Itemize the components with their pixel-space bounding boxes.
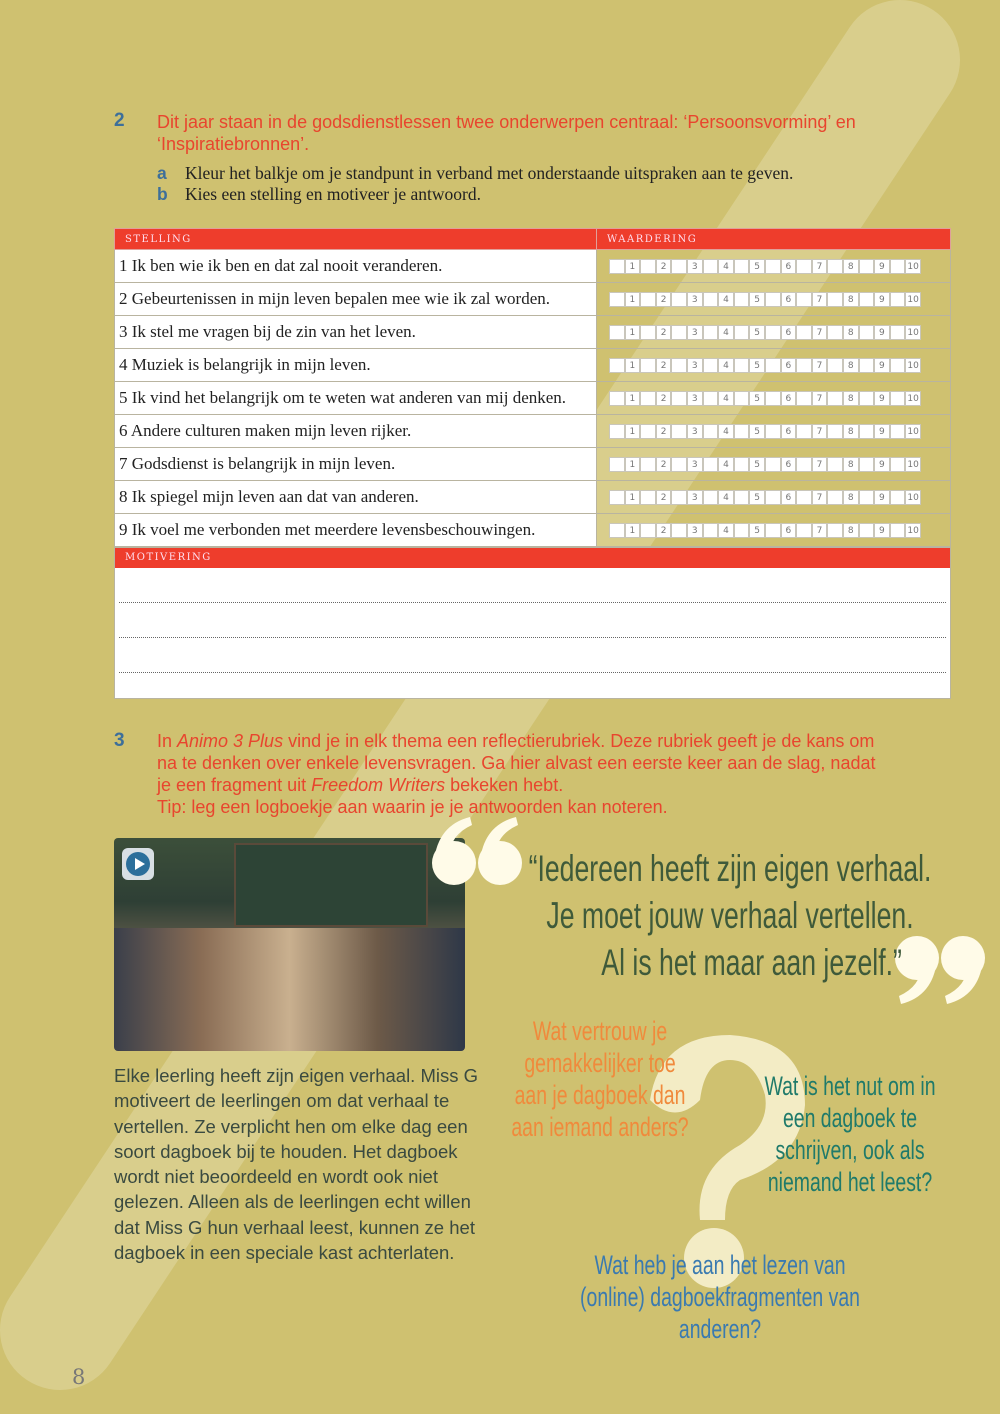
rating-cell[interactable]: 6: [781, 259, 797, 274]
rating-cell[interactable]: 3: [687, 457, 703, 472]
rating-cell[interactable]: [703, 259, 719, 274]
stelling-text: Ik ben wie ik ben en dat zal nooit veranderen.: [131, 256, 443, 275]
rating-cell[interactable]: 1: [625, 457, 641, 472]
rating-cell[interactable]: [609, 358, 625, 373]
rating-cell[interactable]: 7: [812, 523, 828, 538]
rating-cell[interactable]: [703, 325, 719, 340]
stelling-cell: [115, 316, 597, 349]
video-thumbnail[interactable]: [114, 838, 465, 1051]
rating-cell[interactable]: 6: [781, 490, 797, 505]
rating-cell[interactable]: [796, 325, 812, 340]
waardering-cell: [597, 448, 951, 481]
quote: [514, 845, 946, 986]
rating-cell[interactable]: [734, 424, 750, 439]
reflection-question: [510, 1015, 690, 1143]
rating-cell[interactable]: [640, 424, 656, 439]
rating-cell[interactable]: [640, 490, 656, 505]
question-number: 3: [114, 730, 125, 751]
students: [114, 928, 465, 1051]
stelling-cell: [115, 514, 597, 547]
answer-line[interactable]: [119, 638, 946, 673]
rating-cell[interactable]: 2: [656, 490, 672, 505]
rating-cell[interactable]: 8: [843, 292, 859, 307]
rating-cell[interactable]: [827, 523, 843, 538]
book-title: Animo 3 Plus: [177, 731, 284, 751]
waardering-cell: [597, 316, 951, 349]
rating-cell[interactable]: [796, 490, 812, 505]
rating-cell[interactable]: 1: [625, 292, 641, 307]
rating-cell[interactable]: [859, 259, 875, 274]
rating-cell[interactable]: 6: [781, 424, 797, 439]
stelling-text: Ik vind het belangrijk om te weten wat anderen van mij denken.: [131, 388, 567, 407]
rating-cell[interactable]: [671, 292, 687, 307]
rating-cell[interactable]: [671, 424, 687, 439]
rating-cell[interactable]: 10: [905, 391, 921, 406]
rating-cell[interactable]: [890, 490, 906, 505]
rating-cell[interactable]: [734, 457, 750, 472]
rating-cell[interactable]: 9: [874, 457, 890, 472]
quote-line: Je moet jouw verhaal vertellen.: [546, 895, 914, 936]
rating-cell[interactable]: 9: [874, 391, 890, 406]
rating-cell[interactable]: [609, 259, 625, 274]
film-description: Elke leerling heeft zijn eigen verhaal. Miss G motiveert de leerlingen om dat verhaal te vertellen. Ze verplicht hen om elke dag een soort dagboek bij te houden. Het dagboek wordt niet beoordeeld en wordt ook niet gelezen. Alleen als de leerlingen echt willen dat Miss G hun verhaal leest, kunnen ze het dagboek in een speciale kast achterlaten.: [114, 1065, 479, 1264]
sub-letter: b: [157, 184, 168, 204]
rating-cell[interactable]: 5: [749, 490, 765, 505]
stelling-table: [114, 228, 951, 547]
text: bekeken hebt.: [445, 775, 564, 795]
rating-cell[interactable]: [765, 292, 781, 307]
rating-cell[interactable]: 8: [843, 259, 859, 274]
rating-cell[interactable]: [827, 292, 843, 307]
rating-cell[interactable]: 3: [687, 391, 703, 406]
question-text: Wat vertrouw je gemakkelijker toe aan je dagboek dan aan iemand anders?: [511, 1016, 689, 1142]
rating-cell[interactable]: 4: [718, 358, 734, 373]
rating-cell[interactable]: 6: [781, 292, 797, 307]
row-number: 1: [119, 256, 128, 275]
waardering-cell: [597, 415, 951, 448]
rating-cell[interactable]: 7: [812, 457, 828, 472]
question-number: 2: [114, 110, 125, 131]
rating-bar[interactable]: [609, 457, 950, 472]
rating-cell[interactable]: 3: [687, 358, 703, 373]
rating-cell[interactable]: [890, 424, 906, 439]
rating-cell[interactable]: [671, 358, 687, 373]
rating-cell[interactable]: 10: [905, 292, 921, 307]
sub-text: Kleur het balkje om je standpunt in verband met onderstaande uitspraken aan te geven.: [185, 163, 794, 183]
rating-cell[interactable]: [703, 292, 719, 307]
subquestion: [157, 184, 793, 205]
rating-cell[interactable]: [640, 457, 656, 472]
rating-cell[interactable]: 10: [905, 424, 921, 439]
rating-cell[interactable]: [765, 391, 781, 406]
rating-cell[interactable]: [703, 523, 719, 538]
rating-cell[interactable]: 5: [749, 292, 765, 307]
question-line: ‘Inspiratiebronnen’.: [157, 134, 310, 154]
open-quote-icon: [430, 815, 525, 890]
rating-cell[interactable]: [640, 325, 656, 340]
rating-cell[interactable]: 1: [625, 325, 641, 340]
table-row: [115, 283, 951, 316]
stelling-text: Ik stel me vragen bij de zin van het leven.: [131, 322, 416, 341]
quote-line: Al is het maar aan jezelf.”: [601, 942, 902, 983]
rating-cell[interactable]: 6: [781, 523, 797, 538]
table-row: [115, 448, 951, 481]
table-row: [115, 250, 951, 283]
rating-bar[interactable]: [609, 424, 950, 439]
table-row: [115, 514, 951, 547]
rating-bar[interactable]: [609, 523, 950, 538]
rating-cell[interactable]: 3: [687, 292, 703, 307]
col-stelling: STELLING: [115, 229, 597, 250]
text: In: [157, 731, 178, 751]
rating-cell[interactable]: 7: [812, 424, 828, 439]
rating-cell[interactable]: 10: [905, 358, 921, 373]
rating-bar[interactable]: [609, 325, 950, 340]
stelling-cell: [115, 349, 597, 382]
rating-cell[interactable]: [890, 259, 906, 274]
rating-cell[interactable]: 4: [718, 490, 734, 505]
rating-cell[interactable]: [890, 457, 906, 472]
rating-cell[interactable]: [859, 424, 875, 439]
rating-cell[interactable]: 8: [843, 325, 859, 340]
rating-bar[interactable]: [609, 391, 950, 406]
rating-cell[interactable]: 3: [687, 523, 703, 538]
stelling-text: Godsdienst is belangrijk in mijn leven.: [131, 454, 396, 473]
rating-cell[interactable]: [890, 358, 906, 373]
rating-cell[interactable]: 1: [625, 391, 641, 406]
rating-cell[interactable]: [765, 259, 781, 274]
rating-cell[interactable]: 1: [625, 259, 641, 274]
rating-cell[interactable]: [859, 457, 875, 472]
table-row: [115, 349, 951, 382]
rating-cell[interactable]: [609, 292, 625, 307]
rating-cell[interactable]: [765, 523, 781, 538]
rating-cell[interactable]: 5: [749, 391, 765, 406]
rating-cell[interactable]: 7: [812, 292, 828, 307]
rating-cell[interactable]: [640, 292, 656, 307]
rating-bar[interactable]: [609, 358, 950, 373]
rating-cell[interactable]: [734, 325, 750, 340]
rating-cell[interactable]: [796, 292, 812, 307]
row-number: 4: [119, 355, 128, 374]
play-icon[interactable]: [122, 848, 154, 880]
table-row: [115, 316, 951, 349]
rating-cell[interactable]: [671, 523, 687, 538]
rating-cell[interactable]: 9: [874, 424, 890, 439]
rating-cell[interactable]: 4: [718, 292, 734, 307]
rating-cell[interactable]: 2: [656, 325, 672, 340]
rating-cell[interactable]: [765, 358, 781, 373]
stelling-cell: [115, 415, 597, 448]
question-text: [157, 111, 957, 155]
rating-cell[interactable]: 4: [718, 325, 734, 340]
answer-line[interactable]: [119, 568, 946, 603]
rating-cell[interactable]: [703, 358, 719, 373]
rating-cell[interactable]: 8: [843, 358, 859, 373]
text: vind je in elk thema een reflectierubriek. Deze rubriek geeft je de kans om na te denken over enkele levensvragen. Ga hier alvast een eerste keer aan de slag, nadat je een fragment uit: [157, 731, 876, 795]
rating-cell[interactable]: 5: [749, 424, 765, 439]
rating-cell[interactable]: 9: [874, 292, 890, 307]
rating-cell[interactable]: [827, 325, 843, 340]
table-block: [114, 228, 951, 699]
rating-cell[interactable]: [796, 259, 812, 274]
rating-cell[interactable]: [827, 457, 843, 472]
row-number: 8: [119, 487, 128, 506]
row-number: 7: [119, 454, 128, 473]
rating-cell[interactable]: [609, 490, 625, 505]
rating-cell[interactable]: 3: [687, 325, 703, 340]
rating-cell[interactable]: 10: [905, 325, 921, 340]
stelling-text: Gebeurtenissen in mijn leven bepalen mee wie ik zal worden.: [131, 289, 550, 308]
rating-cell[interactable]: 1: [625, 490, 641, 505]
motivering-header: MOTIVERING: [115, 548, 950, 568]
stelling-cell: [115, 448, 597, 481]
rating-cell[interactable]: 6: [781, 457, 797, 472]
rating-cell[interactable]: [609, 523, 625, 538]
rating-cell[interactable]: 6: [781, 358, 797, 373]
rating-cell[interactable]: 4: [718, 259, 734, 274]
rating-cell[interactable]: 2: [656, 358, 672, 373]
stelling-text: Ik spiegel mijn leven aan dat van anderen.: [131, 487, 419, 506]
rating-cell[interactable]: [703, 457, 719, 472]
rating-cell[interactable]: 6: [781, 325, 797, 340]
rating-bar[interactable]: [609, 292, 950, 307]
stelling-cell: [115, 250, 597, 283]
rating-cell[interactable]: 5: [749, 523, 765, 538]
rating-cell[interactable]: 4: [718, 424, 734, 439]
rating-cell[interactable]: 3: [687, 490, 703, 505]
rating-cell[interactable]: 8: [843, 490, 859, 505]
rating-cell[interactable]: [827, 259, 843, 274]
rating-cell[interactable]: [890, 325, 906, 340]
rating-cell[interactable]: 10: [905, 523, 921, 538]
tip: Tip: leg een logboekje aan waarin je je antwoorden kan noteren.: [157, 797, 668, 817]
quote-line: “Iedereen heeft zijn eigen verhaal.: [528, 848, 932, 889]
rating-cell[interactable]: 4: [718, 457, 734, 472]
rating-cell[interactable]: [609, 457, 625, 472]
subquestion: [157, 163, 793, 184]
rating-cell[interactable]: [827, 490, 843, 505]
rating-cell[interactable]: 10: [905, 490, 921, 505]
col-waardering: WAARDERING: [597, 229, 951, 250]
rating-cell[interactable]: 9: [874, 523, 890, 538]
rating-cell[interactable]: [827, 358, 843, 373]
rating-cell[interactable]: [671, 457, 687, 472]
reflection-question: [756, 1070, 943, 1198]
waardering-cell: [597, 349, 951, 382]
rating-bar[interactable]: [609, 259, 950, 274]
rating-cell[interactable]: 4: [718, 523, 734, 538]
rating-cell[interactable]: [640, 391, 656, 406]
rating-cell[interactable]: [796, 523, 812, 538]
subquestions: [157, 163, 793, 205]
rating-cell[interactable]: [859, 358, 875, 373]
rating-cell[interactable]: [890, 292, 906, 307]
rating-cell[interactable]: 9: [874, 325, 890, 340]
question-block: [157, 730, 887, 818]
rating-cell[interactable]: 10: [905, 457, 921, 472]
rating-cell[interactable]: 5: [749, 325, 765, 340]
rating-cell[interactable]: [640, 358, 656, 373]
rating-cell[interactable]: [859, 325, 875, 340]
rating-cell[interactable]: [796, 424, 812, 439]
row-number: 6: [119, 421, 128, 440]
page-number: 8: [72, 1365, 86, 1389]
rating-cell[interactable]: 9: [874, 490, 890, 505]
rating-cell[interactable]: [640, 259, 656, 274]
rating-cell[interactable]: [609, 325, 625, 340]
rating-cell[interactable]: [765, 424, 781, 439]
rating-cell[interactable]: [734, 358, 750, 373]
rating-cell[interactable]: 6: [781, 391, 797, 406]
rating-cell[interactable]: 9: [874, 358, 890, 373]
stelling-text: Ik voel me verbonden met meerdere levensbeschouwingen.: [131, 520, 536, 539]
rating-cell[interactable]: [890, 391, 906, 406]
rating-cell[interactable]: [827, 424, 843, 439]
rating-cell[interactable]: [703, 490, 719, 505]
row-number: 9: [119, 520, 128, 539]
question-text: Wat is het nut om in een dagboek te schrijven, ook als niemand het leest?: [764, 1071, 936, 1197]
question-line: Dit jaar staan in de godsdienstlessen twee onderwerpen centraal: ‘Persoonsvorming’ en: [157, 112, 856, 132]
row-number: 5: [119, 388, 128, 407]
rating-cell[interactable]: 4: [718, 391, 734, 406]
rating-cell[interactable]: [703, 424, 719, 439]
rating-cell[interactable]: 2: [656, 457, 672, 472]
rating-cell[interactable]: 1: [625, 424, 641, 439]
rating-cell[interactable]: 5: [749, 457, 765, 472]
rating-cell[interactable]: [765, 457, 781, 472]
film-block: [114, 838, 494, 1265]
rating-cell[interactable]: 8: [843, 457, 859, 472]
sub-letter: a: [157, 163, 167, 183]
question-text: [157, 730, 887, 796]
rating-cell[interactable]: [609, 424, 625, 439]
rating-cell[interactable]: [796, 358, 812, 373]
stelling-text: Muziek is belangrijk in mijn leven.: [131, 355, 371, 374]
rating-cell[interactable]: [859, 391, 875, 406]
rating-cell[interactable]: [640, 523, 656, 538]
rating-cell[interactable]: 7: [812, 325, 828, 340]
rating-cell[interactable]: 2: [656, 523, 672, 538]
rating-cell[interactable]: 2: [656, 292, 672, 307]
rating-cell[interactable]: [765, 490, 781, 505]
table-row: [115, 415, 951, 448]
rating-cell[interactable]: [765, 325, 781, 340]
rating-cell[interactable]: 2: [656, 259, 672, 274]
rating-cell[interactable]: [734, 391, 750, 406]
answer-line[interactable]: [119, 603, 946, 638]
stelling-cell: [115, 481, 597, 514]
rating-cell[interactable]: 2: [656, 391, 672, 406]
stelling-cell: [115, 283, 597, 316]
film-title: Freedom Writers: [311, 775, 446, 795]
rating-cell[interactable]: 8: [843, 391, 859, 406]
rating-cell[interactable]: [859, 523, 875, 538]
table-row: [115, 481, 951, 514]
rating-cell[interactable]: 5: [749, 259, 765, 274]
waardering-cell: [597, 283, 951, 316]
stelling-cell: [115, 382, 597, 415]
rating-cell[interactable]: [671, 391, 687, 406]
rating-cell[interactable]: [671, 490, 687, 505]
rating-cell[interactable]: 2: [656, 424, 672, 439]
waardering-cell: [597, 481, 951, 514]
question-text: Wat heb je aan het lezen van (online) dagboekfragmenten van anderen?: [580, 1250, 860, 1344]
waardering-cell: [597, 250, 951, 283]
rating-cell[interactable]: [796, 391, 812, 406]
row-number: 3: [119, 322, 128, 341]
rating-cell[interactable]: [859, 490, 875, 505]
rating-cell[interactable]: [734, 490, 750, 505]
motivering-box[interactable]: [114, 547, 951, 699]
rating-cell[interactable]: 7: [812, 490, 828, 505]
rating-cell[interactable]: [859, 292, 875, 307]
rating-cell[interactable]: 7: [812, 259, 828, 274]
rating-cell[interactable]: 8: [843, 424, 859, 439]
rating-cell[interactable]: 8: [843, 523, 859, 538]
rating-cell[interactable]: [796, 457, 812, 472]
rating-cell[interactable]: 1: [625, 523, 641, 538]
rating-bar[interactable]: [609, 490, 950, 505]
row-number: 2: [119, 289, 128, 308]
rating-cell[interactable]: [890, 523, 906, 538]
rating-cell[interactable]: [609, 391, 625, 406]
waardering-cell: [597, 514, 951, 547]
rating-cell[interactable]: 3: [687, 259, 703, 274]
sub-text: Kies een stelling en motiveer je antwoord.: [185, 184, 481, 204]
rating-cell[interactable]: 1: [625, 358, 641, 373]
rating-cell[interactable]: 7: [812, 358, 828, 373]
rating-cell[interactable]: [827, 391, 843, 406]
rating-cell[interactable]: [671, 259, 687, 274]
reflection-question: [576, 1249, 864, 1345]
chalkboard: [234, 843, 428, 927]
rating-cell[interactable]: 9: [874, 259, 890, 274]
rating-cell[interactable]: 10: [905, 259, 921, 274]
waardering-cell: [597, 382, 951, 415]
rating-cell[interactable]: [703, 391, 719, 406]
rating-cell[interactable]: [734, 523, 750, 538]
stelling-text: Andere culturen maken mijn leven rijker.: [130, 421, 412, 440]
rating-cell[interactable]: 5: [749, 358, 765, 373]
rating-cell[interactable]: 3: [687, 424, 703, 439]
rating-cell[interactable]: [734, 292, 750, 307]
table-row: [115, 382, 951, 415]
rating-cell[interactable]: [671, 325, 687, 340]
rating-cell[interactable]: [734, 259, 750, 274]
rating-cell[interactable]: 7: [812, 391, 828, 406]
